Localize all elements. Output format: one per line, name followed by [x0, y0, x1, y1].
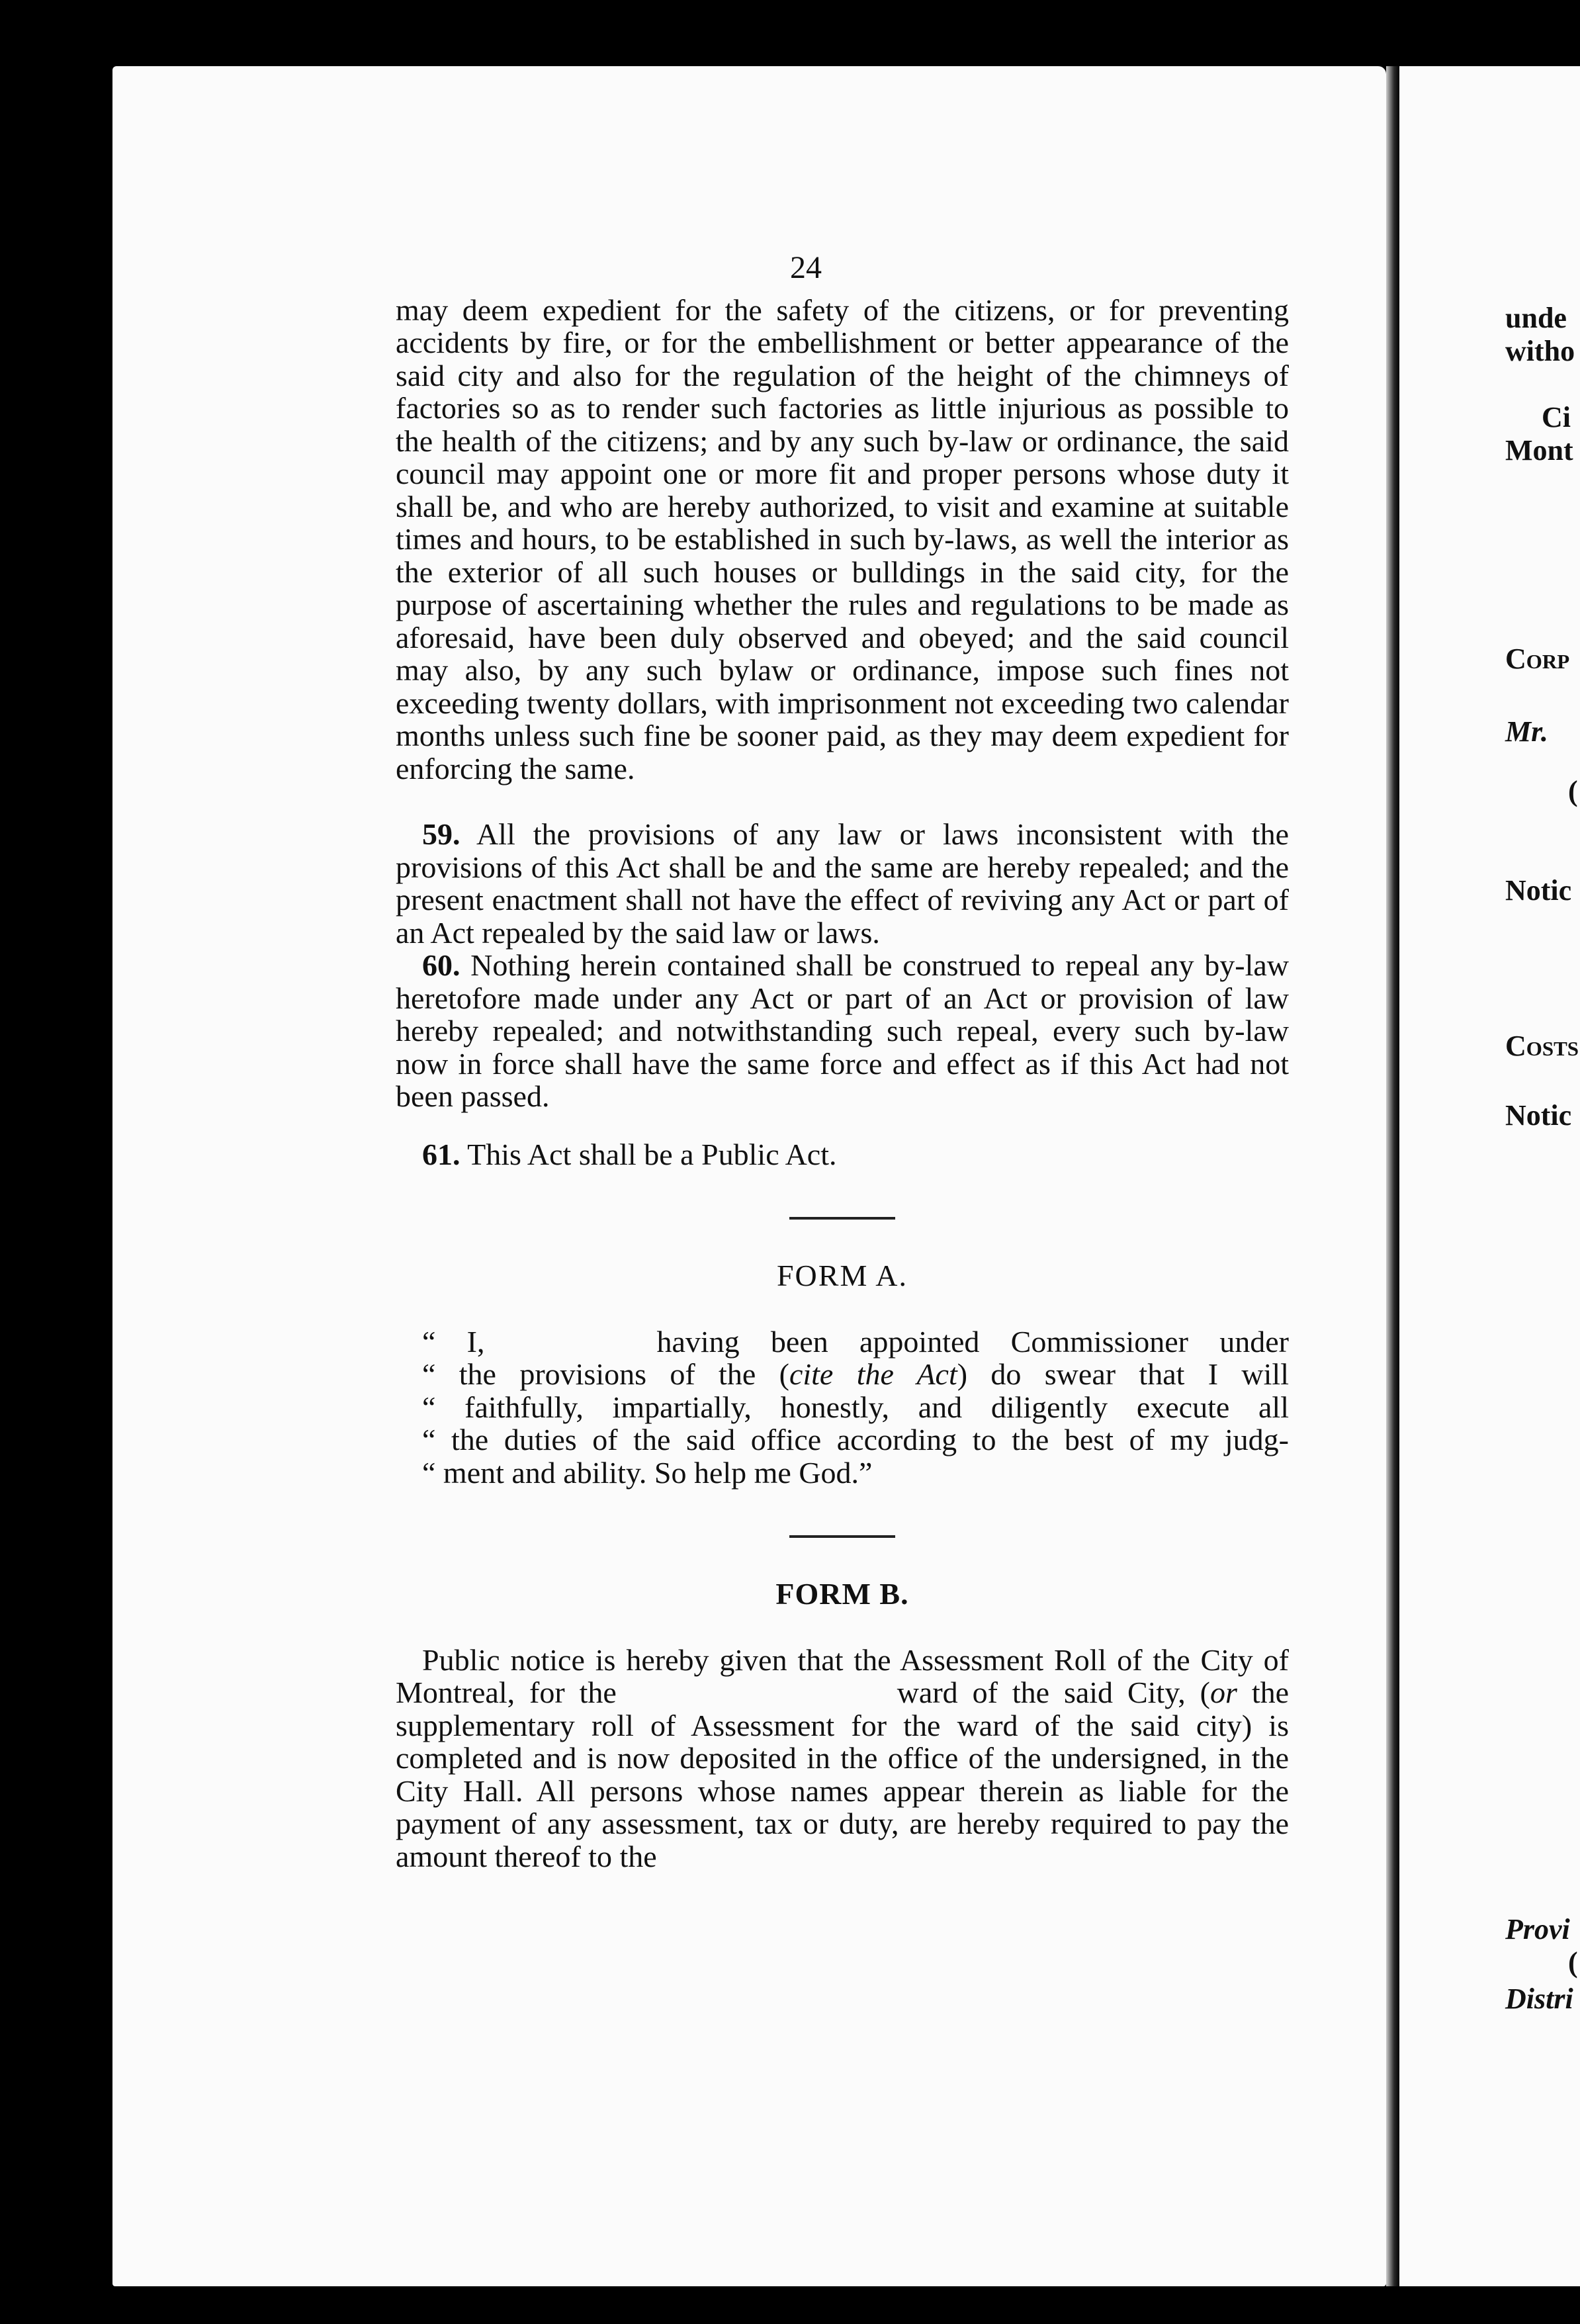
facing-page-fragment: Notic: [1505, 874, 1572, 907]
facing-page-fragment: Notic: [1505, 1099, 1572, 1132]
facing-page-fragment: Mont: [1505, 434, 1573, 467]
oath-line: “ the duties of the said office according to the best of my judg-: [422, 1423, 1289, 1456]
form-a-title: FORM A.: [776, 1259, 908, 1292]
section-59: [396, 818, 1289, 949]
section-divider-rule: [789, 1535, 895, 1538]
section-text: This Act shall be a Public Act.: [467, 1137, 837, 1171]
facing-page-fragment: Costs: [1505, 1030, 1579, 1062]
section-text: All the provisions of any law or laws inconsistent with the provisions of this Act shall be and the same are hereby repealed; and the present enactment shall not have the effect of reviving any Act or part of an Act repealed by the said law or laws.: [396, 817, 1289, 950]
right-page-edge: [1399, 66, 1580, 2286]
facing-page-fragment: Corp: [1505, 643, 1570, 675]
page-number: 24: [790, 250, 822, 285]
facing-page-fragment: Distri: [1505, 1983, 1573, 2015]
form-b-title: FORM B.: [775, 1577, 909, 1611]
facing-page-fragment: Ci: [1542, 401, 1571, 433]
page-content: [396, 251, 1289, 1873]
oath-text: ) do swear that I will: [957, 1357, 1289, 1391]
section-61: [396, 1138, 1289, 1171]
paragraph-gap: [396, 785, 1289, 818]
oath-line: “ ment and ability. So help me God.”: [422, 1455, 873, 1490]
facing-page-fragment: (: [1568, 1946, 1578, 1979]
continued-paragraph: may deem expedient for the safety of the citizens, or for preventing accidents by fire, or for the embellishment or better appearance of the said city and also for the regulation of the height of the chimneys of factories so as to render such factories as little injurious as possible to the health of the citizens; and by any such by-law or ordinance, the said council may appoint one or more fit and proper persons whose duty it shall be, and who are hereby authorized, to visit and examine at suitable times and hours, to be established in such by-laws, as well the interior as the exterior of all such houses or bulldings in the said city, for the purpose of ascertaining whether the rules and regulations to be made as aforesaid, have been duly observed and obeyed; and the said council may also, by any such bylaw or ordinance, impose such fines not exceeding twenty dollars, with imprisonment not exceeding two calendar months unless such fine be sooner paid, as they may deem expedient for enforcing the same.: [396, 292, 1289, 785]
section-60: [396, 949, 1289, 1113]
notice-text-italic: or: [1209, 1676, 1237, 1709]
section-number: 60.: [422, 948, 461, 982]
facing-page-fragment: Mr.: [1505, 715, 1548, 748]
book-gutter: [1386, 66, 1399, 2286]
notice-text: Public notice is hereby given that the Assessment Roll of the City of Montreal, for the: [396, 1642, 1289, 1709]
oath-line: [396, 1358, 1289, 1391]
oath-citation: cite the Act: [789, 1357, 957, 1391]
oath-text: “ I,: [422, 1324, 485, 1359]
section-text: Nothing herein contained shall be construed to repeal any by-law heretofore made under any Act or part of an Act or provision of law hereby repealed; and notwithstanding such repeal, every such by-law now in force shall have the same force and effect as if this Act had not been passed.: [396, 948, 1289, 1113]
notice-text: ward of the said City, (: [897, 1676, 1210, 1709]
paragraph-gap: [396, 1113, 1289, 1138]
form-a-oath: [396, 1325, 1289, 1490]
oath-text: having been appointed Commissioner under: [656, 1324, 1289, 1359]
section-number: 61.: [422, 1137, 461, 1171]
oath-text: “ the provisions of the (: [422, 1357, 789, 1391]
notice-text: the supplementary roll of Assessment for the ward of the said city) is completed and is now deposited in the office of the undersigned, in the City Hall. All persons whose names appear therein as liable for the payment of any assessment, tax or duty, are hereby required to pay the amount thereof to the: [396, 1676, 1290, 1873]
facing-page-fragment: (: [1568, 775, 1578, 807]
form-b-notice: [396, 1644, 1289, 1873]
facing-page-fragment: Provi: [1505, 1913, 1570, 1945]
section-number: 59.: [422, 817, 461, 851]
section-divider-rule: [789, 1217, 895, 1220]
facing-page-fragment: unde: [1505, 302, 1567, 334]
facing-page-fragment: witho: [1505, 335, 1575, 367]
oath-line: “ faithfully, impartially, honestly, and diligently execute all: [422, 1390, 1289, 1424]
oath-line: [396, 1325, 1289, 1359]
